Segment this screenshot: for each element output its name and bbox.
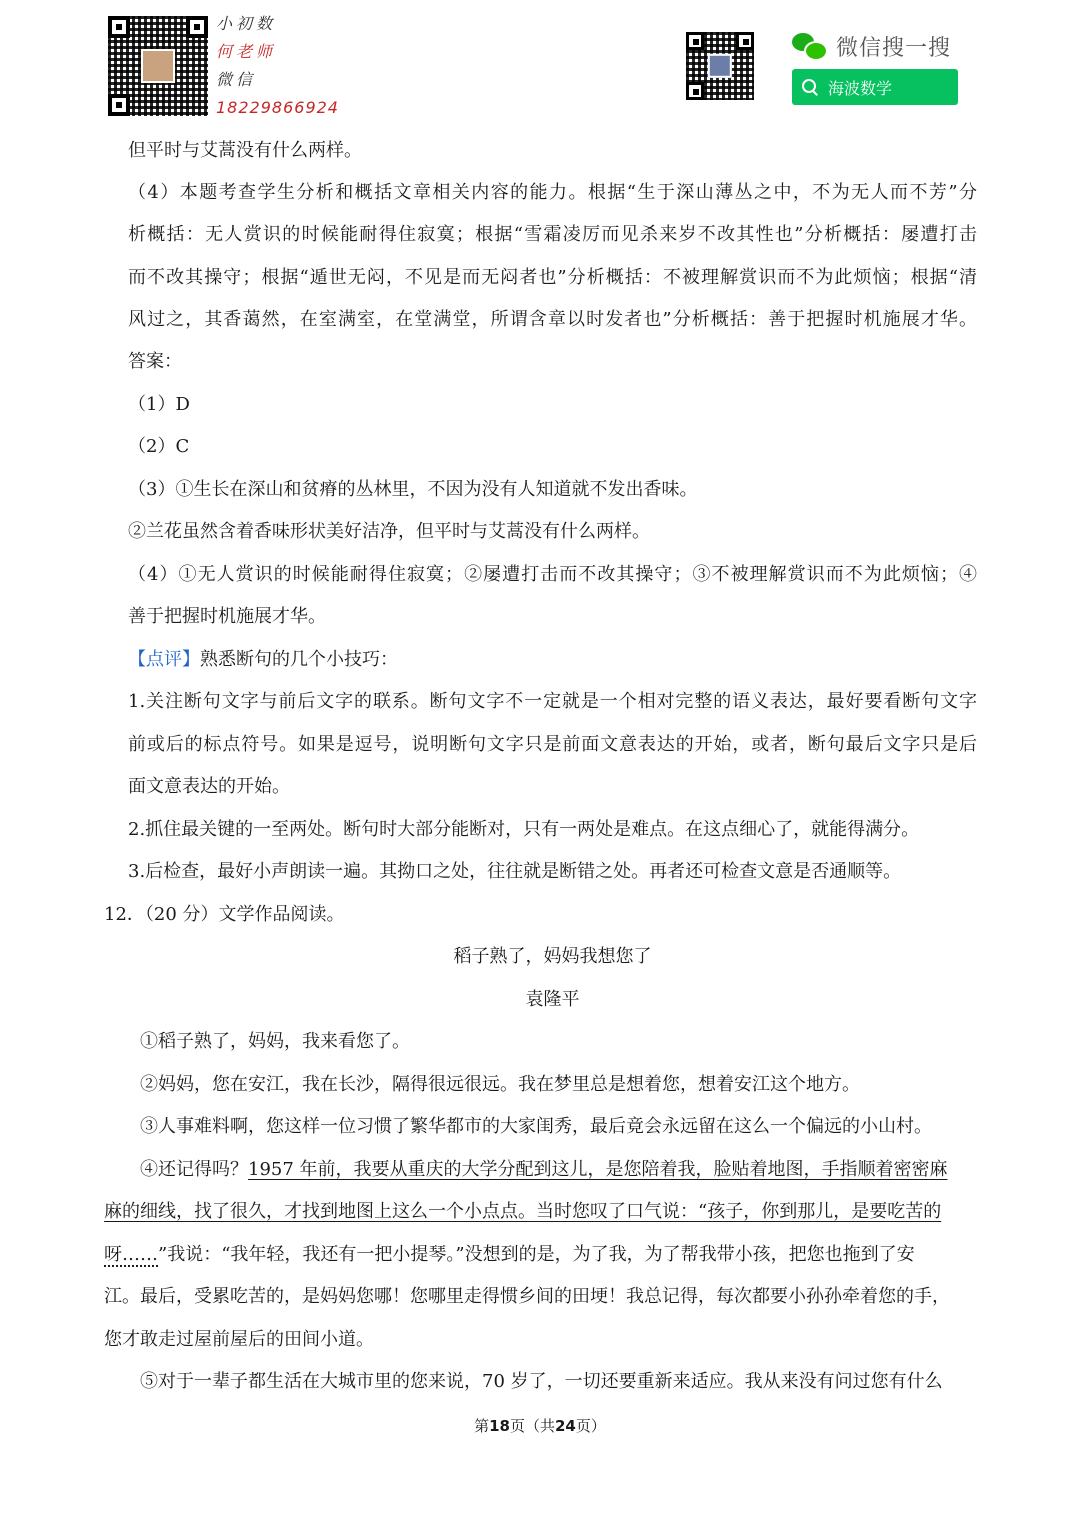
handwriting-line: 小初数 [216,14,277,33]
page-total: 24 [555,1417,576,1435]
essay-text: ④还记得吗？ [140,1159,248,1180]
question-heading: 12．（20 分）文学作品阅读。 [104,904,345,925]
answer-item: （1）D [128,394,190,415]
tip-line: 面文意表达的开始。 [128,776,290,797]
paragraph-line: 风过之，其香蔼然，在室满室，在堂满堂，所谓含章以时发者也”分析概括：善于把握时机施展才华。 [128,309,977,330]
essay-paragraph: ⑤对于一辈子都生活在大城市里的您来说，70 岁了，一切还要重新来适应。我从来没有问过您有什么 [140,1371,943,1392]
paragraph-line: （4）本题考查学生分析和概括文章相关内容的能力。根据“生于深山薄丛之中，不为无人而不芳”分 [128,182,977,203]
essay-author: 袁隆平 [525,989,580,1010]
answer-item: 善于把握时机施展才华。 [128,606,326,627]
essay-paragraph-line: 您才敢走过屋前屋后的田间小道。 [104,1329,374,1350]
paragraph-line: 而不改其操守；根据“遁世无闷，不见是而无闷者也”分析概括：不被理解赏识而不为此烦恼；根据“清 [128,267,977,288]
handwriting-phone: 18229866924 [216,98,339,117]
handwriting-line: 何老师 [216,42,277,61]
essay-paragraph [140,1158,948,1182]
paragraph-line: 但平时与艾蒿没有什么两样。 [128,140,362,161]
answer-item: （3）①生长在深山和贫瘠的丛林里，不因为没有人知道就不发出香味。 [128,479,698,500]
tip-line: 前或后的标点符号。如果是逗号，说明断句文字只是前面文意表达的开始，或者，断句最后文字只是后 [128,734,977,755]
page-number: 18 [489,1417,510,1435]
page-footer [0,1416,1080,1436]
wechat-search-label: 微信搜一搜 [836,35,952,61]
footer-text: 页） [575,1417,606,1435]
essay-paragraph: ①稻子熟了，妈妈，我来看您了。 [140,1031,410,1052]
search-button[interactable] [792,69,958,105]
search-icon [802,79,818,95]
essay-paragraph-line [104,1243,915,1267]
answer-item: ②兰花虽然含着香味形状美好洁净，但平时与艾蒿没有什么两样。 [128,521,650,542]
comment-tag: 【点评】 [128,649,200,670]
comment-text: 熟悉断句的几个小技巧： [200,649,398,670]
answer-label: 答案： [128,351,182,372]
dotted-underlined-text: 呀…… [104,1244,158,1265]
answer-item: （4）①无人赏识的时候能耐得住寂寞；②屡遭打击而不改其操守；③不被理解赏识而不为此烦恼；④ [128,564,977,585]
comment-line [128,648,398,672]
essay-text: ”我说：“我年轻，我还有一把小提琴。”没想到的是，为了我，为了帮我带小孩，把您也拖到了安 [158,1244,915,1265]
underlined-text: 麻的细线，找了很久，才找到地图上这么一个小点点。当时您叹了口气说：“孩子，你到那儿，是要吃苦的 [104,1201,942,1222]
footer-text: 第 [474,1417,490,1435]
qr-code-icon [108,16,208,116]
essay-paragraph: ③人事难料啊，您这样一位习惯了繁华都市的大家闺秀，最后竟会永远留在这么一个偏远的小山村。 [140,1116,932,1137]
essay-paragraph: ②妈妈，您在安江，我在长沙，隔得很远很远。我在梦里总是想着您，想着安江这个地方。 [140,1074,860,1095]
essay-title: 稻子熟了，妈妈我想您了 [453,946,652,967]
answer-item: （2）C [128,436,190,457]
tip-line: 2.抓住最关键的一至两处。断句时大部分能断对，只有一两处是难点。在这点细心了，就能得满分。 [128,819,920,840]
wechat-icon [792,31,826,61]
tip-line: 3.后检查，最好小声朗读一遍。其拗口之处，往往就是断错之处。再者还可检查文意是否通顺等。 [128,861,902,882]
paragraph-line: 析概括：无人赏识的时候能耐得住寂寞；根据“雪霜凌厉而见杀来岁不改其性也”分析概括：屡遭打击 [128,224,977,245]
underlined-text: 1957 年前，我要从重庆的大学分配到这儿，是您陪着我，脸贴着地图，手指顺着密密麻 [248,1159,948,1180]
essay-paragraph-line: 江。最后，受累吃苦的，是妈妈您哪！您哪里走得惯乡间的田埂！我总记得，每次都要小孙孙牵着您的手， [104,1286,950,1307]
tip-line: 1.关注断句文字与前后文字的联系。断句文字不一定就是一个相对完整的语义表达，最好要看断句文字 [128,691,977,712]
handwriting-line: 微信 [216,70,257,89]
wechat-search-header [792,28,951,64]
search-term: 海波数学 [828,78,893,98]
qr-code-icon [686,32,754,100]
essay-paragraph-line [104,1200,941,1224]
footer-text: 页（共 [509,1417,555,1435]
